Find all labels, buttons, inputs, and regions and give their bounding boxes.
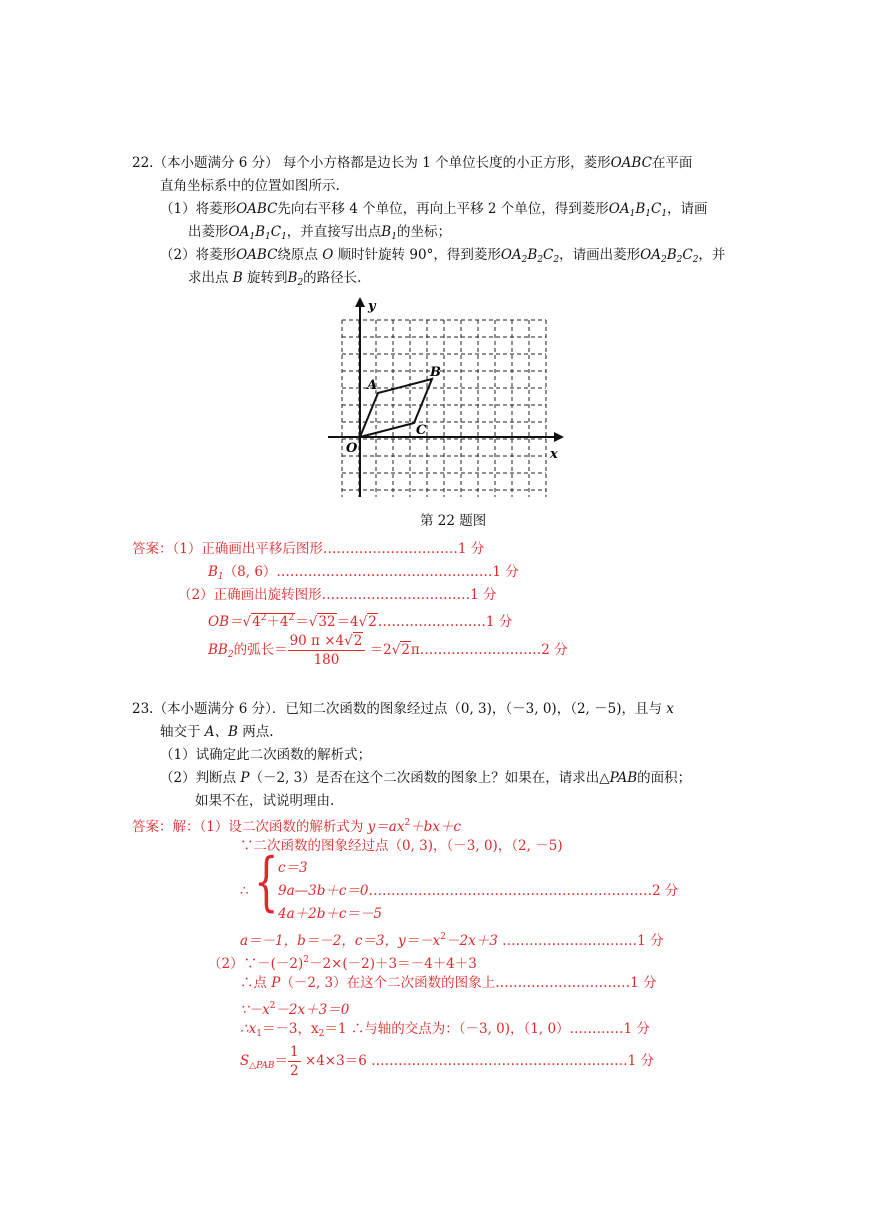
arc-fraction: $\frac{90 \pi \times 4√2}{180}$ bbox=[288, 632, 366, 669]
ans22-line3: （2）正确画出旋转图形……………………………1 分 bbox=[178, 587, 497, 603]
q22-line2: 直角坐标系中的位置如图所示. bbox=[160, 178, 340, 194]
q22-part1: （1）将菱形OABC先向右平移 4 个单位，再向上平移 2 个单位，得到菱形$OA_1B_1C_1$，请画 bbox=[160, 201, 708, 219]
q22-part2-cont: 求出点 B 旋转到$B_2$的路径长. bbox=[188, 270, 362, 288]
ans23-line2: ∵二次函数的图象经过点（0, 3)，（－3, 0)，（2, －5) bbox=[240, 838, 563, 854]
label-B: B bbox=[430, 365, 441, 380]
label-A: A bbox=[367, 378, 378, 393]
label-O: O bbox=[346, 441, 358, 456]
q23-part2: （2）判断点 P（－2, 3）是否在这个二次函数的图象上？如果在，请求出△PAB的面积； bbox=[160, 770, 692, 786]
ans23-sys1: c＝3 bbox=[278, 860, 308, 876]
system-brace: { bbox=[254, 845, 279, 919]
label-C: C bbox=[416, 423, 427, 438]
ans23-sys2: 9a—3b＋c＝0………………………………………………………2 分 bbox=[278, 883, 679, 899]
q23-line2: 轴交于 A、B 两点. bbox=[160, 724, 274, 740]
ans22-line5: $BB_2$的弧长＝ $\frac{90 \pi \times 4√2}{180}$ ＝2√2π………………………2 分 bbox=[208, 633, 568, 668]
q23-part2-cont: 如果不在，试说明理由. bbox=[195, 793, 335, 809]
ans23-part2-line1: $(2)\because-(-2)^2-2\times(-2)+3=-4+4+3$ bbox=[208, 955, 477, 972]
x-axis-arrow bbox=[554, 432, 564, 442]
q22-part2: （2）将菱形OABC绕原点 O 顺时针旋转 90°，得到菱形$OA_2B_2C_2$，请画出菱形$OA_2B_2C_2$，并 bbox=[160, 247, 726, 265]
figure-caption: 第 22 题图 bbox=[420, 513, 487, 529]
q23-line1: 23.（本小题满分 6 分）．已知二次函数的图象经过点（0, 3)，（－3, 0)，（2, －5)，且与 x bbox=[132, 701, 674, 717]
coordinate-figure bbox=[322, 292, 582, 507]
ans23-area: $S_{\triangle PAB}=$ $\frac{1}{2}$ ×4×3＝6 …………………………………………………1 分 bbox=[240, 1044, 654, 1079]
ans23-part2-line2: ∴点 P（－2, 3）在这个二次函数的图象上…………………………1 分 bbox=[240, 975, 657, 991]
ans23-sys3: 4a＋2b＋c＝－5 bbox=[278, 906, 383, 922]
ans23-therefore: ∴ bbox=[240, 883, 249, 899]
ans23-part2-line4: $\therefore x_1=-3$，$x_2=1$ ∴与轴的交点为：（－3, 0)，（1, 0）…………1 分 bbox=[240, 1021, 650, 1039]
ans22-line1: 答案：（1）正确画出平移后图形…………………………1 分 bbox=[132, 541, 485, 557]
ans23-part2-line3: $\because-x^2-2x+3=0$ bbox=[240, 1001, 350, 1018]
ans22-line2: $B_1(8$, 6）…………………………………………1 分 bbox=[208, 564, 519, 582]
x-axis-label: x bbox=[550, 447, 558, 462]
y-axis-label: y bbox=[368, 299, 376, 314]
q22-line1: 22.（本小题满分 6 分） 每个小方格都是边长为 1 个单位长度的小正方形，菱形OABC在平面 bbox=[132, 155, 693, 171]
q23-part1: （1）试确定此二次函数的解析式； bbox=[160, 747, 372, 763]
q22-part1-cont: 出菱形$OA_1B_1C_1$，并直接写出点$B_1$的坐标； bbox=[188, 224, 451, 242]
ans23-result: a＝－1，b＝－2，c＝3，$y=-x^2-2x+3$ …………………………1 分 bbox=[240, 932, 664, 949]
ans22-line4: $OB=√4^2+4^2=√32=4√2\dots\dots\dots\dots\dots\dots\dots\dots 1$ 分 bbox=[208, 613, 513, 630]
y-axis-arrow bbox=[355, 297, 365, 307]
half-fraction: $\frac{1}{2}$ bbox=[290, 1044, 299, 1079]
ans23-line1: 答案：解：（1）设二次函数的解析式为 $y=ax^2+bx+c$ bbox=[132, 818, 461, 835]
